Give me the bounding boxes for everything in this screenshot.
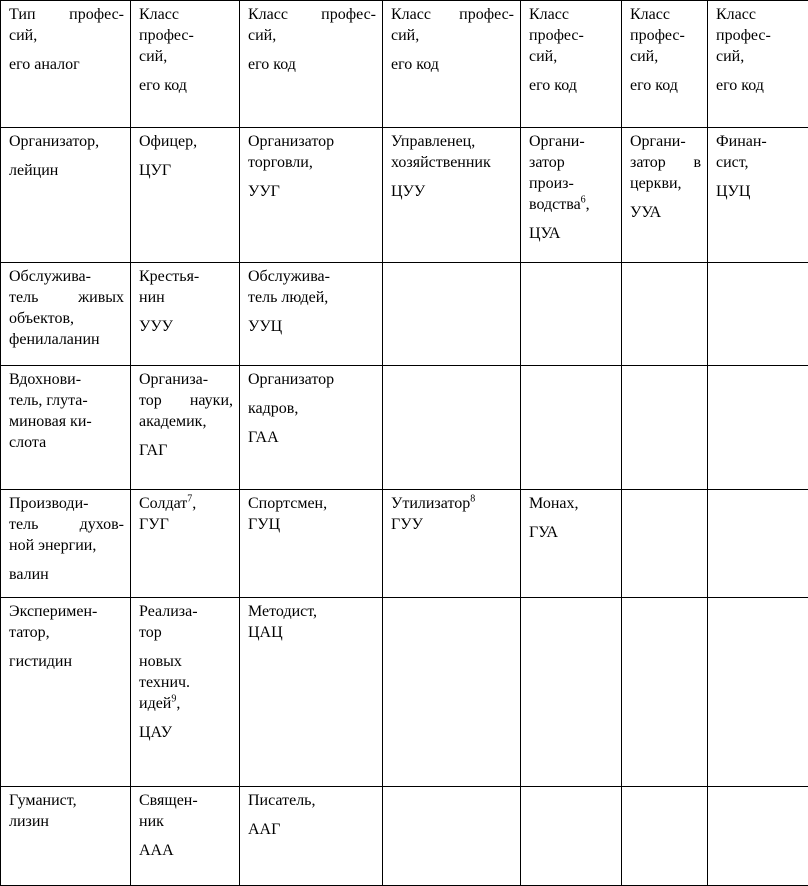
line-gap xyxy=(9,643,124,651)
cell-text: профес- xyxy=(630,27,685,44)
profession-class-cell xyxy=(240,787,383,886)
cell-text-line xyxy=(716,131,802,152)
profession-class-cell xyxy=(622,128,708,263)
cell-text-line xyxy=(248,819,376,840)
cell-text: профес- xyxy=(716,27,771,44)
table-row xyxy=(1,366,808,490)
cell-text: тор xyxy=(139,624,162,641)
line-gap xyxy=(391,46,514,54)
cell-text-line xyxy=(139,722,233,743)
profession-type-cell xyxy=(1,490,131,598)
line-gap xyxy=(248,390,376,398)
line-gap xyxy=(716,67,802,75)
line-gap xyxy=(9,556,124,564)
cell-text-line xyxy=(9,131,124,152)
header-row xyxy=(1,1,808,128)
profession-class-cell xyxy=(708,128,808,263)
cell-text: Офицер, xyxy=(139,133,197,150)
cell-text: Органи- xyxy=(529,133,585,150)
cell-text-line xyxy=(248,427,376,448)
line-gap xyxy=(248,308,376,316)
profession-class-cell xyxy=(622,366,708,490)
cell-text-line xyxy=(391,514,514,535)
profession-class-cell xyxy=(521,787,622,886)
cell-text-line xyxy=(716,46,802,67)
profession-class-cell xyxy=(708,263,808,366)
cell-text-line xyxy=(391,131,514,152)
table-row xyxy=(1,490,808,598)
cell-text: ной энергии, xyxy=(9,537,96,554)
cell-text-line xyxy=(529,25,615,46)
cell-text: ЦУЦ xyxy=(716,183,750,200)
cell-text-line xyxy=(630,75,701,96)
cell-text: его аналог xyxy=(9,56,80,73)
line-gap xyxy=(9,46,124,54)
cell-text-line xyxy=(248,181,376,202)
profession-class-cell xyxy=(708,598,808,787)
table-row xyxy=(1,128,808,263)
cell-text-line xyxy=(139,622,233,643)
cell-text-line xyxy=(630,173,701,194)
line-gap xyxy=(391,173,514,181)
cell-text-line xyxy=(248,287,376,308)
cell-text: идей xyxy=(139,695,171,712)
cell-text: УУА xyxy=(630,204,661,221)
cell-text: его код xyxy=(630,77,678,94)
profession-class-cell xyxy=(131,787,240,886)
profession-class-cell xyxy=(521,490,622,598)
cell-text: ник xyxy=(139,813,164,830)
profession-class-cell xyxy=(708,787,808,886)
cell-text-line xyxy=(248,398,376,419)
cell-text: сий, xyxy=(139,48,167,65)
cell-text: ЦУУ xyxy=(391,183,425,200)
cell-text: его код xyxy=(391,56,439,73)
cell-text: Класс xyxy=(139,6,179,23)
cell-text: Методист, xyxy=(248,603,317,620)
line-gap xyxy=(529,215,615,223)
cell-text-line xyxy=(529,4,615,25)
cell-text-line xyxy=(139,514,233,535)
cell-text: миновая ки- xyxy=(9,413,92,430)
cell-text: Монах, xyxy=(529,495,579,512)
cell-text: Эксперимен- xyxy=(9,603,97,620)
cell-text-line xyxy=(139,790,233,811)
cell-text: валин xyxy=(9,566,49,583)
cell-text: Организатор, xyxy=(9,133,99,150)
line-gap xyxy=(630,194,701,202)
cell-text-line xyxy=(716,4,802,25)
cell-text-line xyxy=(139,411,233,432)
cell-text-line xyxy=(248,25,376,46)
cell-text: торговли, xyxy=(248,154,313,171)
cell-text-line xyxy=(139,811,233,832)
punctuation: , xyxy=(586,196,590,213)
cell-text: Реализа- xyxy=(139,603,198,620)
profession-class-cell xyxy=(521,366,622,490)
cell-text-line xyxy=(9,651,124,672)
cell-text: сий, xyxy=(248,27,276,44)
cell-text-line xyxy=(248,131,376,152)
table-row xyxy=(1,598,808,787)
cell-text: Солдат xyxy=(139,495,187,512)
cell-text: ААГ xyxy=(248,821,280,838)
line-gap xyxy=(630,67,701,75)
line-gap xyxy=(139,643,233,651)
cell-text: Обслужива- xyxy=(9,268,91,285)
cell-text-line xyxy=(716,152,802,173)
cell-text: церкви, xyxy=(630,175,682,192)
cell-text: его код xyxy=(248,56,296,73)
cell-text: кадров, xyxy=(248,400,298,417)
cell-text-line xyxy=(9,25,124,46)
cell-text-line xyxy=(139,390,233,411)
cell-text-line xyxy=(9,329,124,350)
cell-text-line xyxy=(248,493,376,514)
profession-class-cell xyxy=(131,366,240,490)
cell-text: фенилаланин xyxy=(9,331,100,348)
cell-text: слота xyxy=(9,434,46,451)
cell-text-line xyxy=(9,601,124,622)
cell-text: УУГ xyxy=(248,183,280,200)
cell-text-line xyxy=(630,152,701,173)
header-cell-class xyxy=(240,1,383,128)
cell-text: сий, xyxy=(9,27,37,44)
cell-text: сист, xyxy=(716,154,749,171)
cell-text-line xyxy=(248,514,376,535)
profession-type-cell xyxy=(1,787,131,886)
cell-text-line xyxy=(139,131,233,152)
footnote-marker: 6 xyxy=(581,195,586,206)
cell-text: ЦАЦ xyxy=(248,624,283,641)
cell-text: водства xyxy=(529,196,581,213)
cell-text: гистидин xyxy=(9,653,72,670)
cell-text: Обслужива- xyxy=(248,268,330,285)
profession-class-cell xyxy=(240,366,383,490)
header-cell-class xyxy=(383,1,521,128)
profession-class-cell xyxy=(622,263,708,366)
cell-text: Класс xyxy=(716,6,756,23)
cell-text-line xyxy=(391,4,514,25)
cell-text: академик, xyxy=(139,413,206,430)
cell-text: тор науки, xyxy=(139,392,233,409)
cell-text-line xyxy=(248,790,376,811)
cell-text-line xyxy=(9,514,124,535)
cell-text-line xyxy=(9,790,124,811)
line-gap xyxy=(248,173,376,181)
cell-text: Организатор xyxy=(248,133,334,150)
cell-text-line xyxy=(9,308,124,329)
cell-text: ГУЦ xyxy=(248,516,280,533)
cell-text-line xyxy=(630,202,701,223)
cell-text-line xyxy=(529,194,615,215)
cell-text: ГУА xyxy=(529,524,558,541)
profession-class-cell xyxy=(131,490,240,598)
profession-class-cell xyxy=(383,366,521,490)
line-gap xyxy=(139,432,233,440)
cell-text-line xyxy=(630,46,701,67)
cell-text: профес- xyxy=(529,27,584,44)
cell-text: Класс профес- xyxy=(391,6,514,23)
cell-text: ЦАУ xyxy=(139,724,172,741)
header-cell-class xyxy=(708,1,808,128)
cell-text-line xyxy=(529,152,615,173)
cell-text-line xyxy=(716,25,802,46)
cell-text: сий, xyxy=(630,48,658,65)
profession-class-cell xyxy=(708,366,808,490)
cell-text-line xyxy=(248,601,376,622)
cell-text-line xyxy=(529,223,615,244)
line-gap xyxy=(716,173,802,181)
cell-text-line xyxy=(9,160,124,181)
cell-text-line xyxy=(391,152,514,173)
cell-text-line xyxy=(391,54,514,75)
profession-class-cell xyxy=(383,128,521,263)
cell-text-line xyxy=(9,811,124,832)
profession-class-cell xyxy=(383,787,521,886)
cell-text: нин xyxy=(139,289,165,306)
cell-text: его код xyxy=(529,77,577,94)
footnote-marker: 8 xyxy=(470,494,475,505)
profession-class-cell xyxy=(622,787,708,886)
cell-text-line xyxy=(248,54,376,75)
cell-text-line xyxy=(139,493,233,514)
line-gap xyxy=(529,514,615,522)
cell-text: Спортсмен, xyxy=(248,495,327,512)
cell-text-line xyxy=(139,287,233,308)
cell-text-line xyxy=(248,4,376,25)
cell-text-line xyxy=(716,181,802,202)
cell-text: Управленец, xyxy=(391,133,475,150)
cell-text-line xyxy=(139,160,233,181)
table-row xyxy=(1,787,808,886)
cell-text: сий, xyxy=(716,48,744,65)
cell-text: его код xyxy=(716,77,764,94)
cell-text: технич. xyxy=(139,674,190,691)
line-gap xyxy=(139,714,233,722)
cell-text-line xyxy=(9,4,124,25)
cell-text: ГАА xyxy=(248,429,279,446)
cell-text: Организа- xyxy=(139,371,208,388)
line-gap xyxy=(248,46,376,54)
cell-text-line xyxy=(139,46,233,67)
cell-text-line xyxy=(139,25,233,46)
cell-text: ЦУГ xyxy=(139,162,171,179)
profession-type-cell xyxy=(1,263,131,366)
cell-text: тель духов- xyxy=(9,516,124,533)
cell-text: затор xyxy=(529,154,565,171)
cell-text-line xyxy=(716,75,802,96)
profession-class-cell xyxy=(131,263,240,366)
profession-class-cell xyxy=(383,490,521,598)
profession-class-cell xyxy=(622,490,708,598)
cell-text: УУЦ xyxy=(248,318,282,335)
cell-text: Гуманист, xyxy=(9,792,77,809)
cell-text-line xyxy=(139,75,233,96)
cell-text-line xyxy=(248,316,376,337)
cell-text-line xyxy=(630,25,701,46)
cell-text: профес- xyxy=(139,27,194,44)
cell-text: лизин xyxy=(9,813,49,830)
cell-text: Вдохнови- xyxy=(9,371,81,388)
profession-type-cell xyxy=(1,366,131,490)
cell-text: затор в xyxy=(630,154,701,171)
cell-text: тель живых xyxy=(9,289,124,306)
cell-text: Утилизатор xyxy=(391,495,470,512)
cell-text-line xyxy=(248,266,376,287)
cell-text: хозяйственник xyxy=(391,154,491,171)
profession-class-cell xyxy=(383,263,521,366)
cell-text-line xyxy=(391,25,514,46)
cell-text: татор, xyxy=(9,624,50,641)
cell-text: Организатор xyxy=(248,371,334,388)
cell-text: Священ- xyxy=(139,792,198,809)
footnote-marker: 7 xyxy=(187,494,192,505)
line-gap xyxy=(248,419,376,427)
cell-text-line xyxy=(139,316,233,337)
cell-text: ААА xyxy=(139,842,174,859)
profession-class-cell xyxy=(240,490,383,598)
cell-text-line xyxy=(248,622,376,643)
header-cell-class xyxy=(521,1,622,128)
cell-text-line xyxy=(139,266,233,287)
cell-text-line xyxy=(529,493,615,514)
cell-text: новых xyxy=(139,653,182,670)
profession-class-cell xyxy=(383,598,521,787)
cell-text: объектов, xyxy=(9,310,74,327)
line-gap xyxy=(248,811,376,819)
cell-text: произ- xyxy=(529,175,574,192)
profession-class-cell xyxy=(521,263,622,366)
cell-text: ЦУА xyxy=(529,225,560,242)
profession-class-cell xyxy=(240,598,383,787)
cell-text: Тип профес- xyxy=(9,6,124,23)
cell-text-line xyxy=(529,75,615,96)
cell-text-line xyxy=(529,46,615,67)
cell-text-line xyxy=(9,411,124,432)
line-gap xyxy=(529,67,615,75)
profession-class-cell xyxy=(240,128,383,263)
cell-text: ГАГ xyxy=(139,442,167,459)
cell-text-line xyxy=(139,601,233,622)
cell-text: Крестья- xyxy=(139,268,199,285)
cell-text: сий, xyxy=(391,27,419,44)
cell-text: тель, глута- xyxy=(9,392,88,409)
cell-text-line xyxy=(391,493,514,514)
line-gap xyxy=(139,152,233,160)
profession-class-cell xyxy=(240,263,383,366)
header-cell-class xyxy=(622,1,708,128)
cell-text: Писатель, xyxy=(248,792,315,809)
punctuation: , xyxy=(192,495,196,512)
profession-class-cell xyxy=(131,598,240,787)
profession-type-cell xyxy=(1,598,131,787)
line-gap xyxy=(139,832,233,840)
cell-text: Класс профес- xyxy=(248,6,376,23)
profession-class-cell xyxy=(521,598,622,787)
cell-text-line xyxy=(9,287,124,308)
cell-text-line xyxy=(529,522,615,543)
cell-text: Финан- xyxy=(716,133,767,150)
cell-text-line xyxy=(9,432,124,453)
profession-class-cell xyxy=(521,128,622,263)
cell-text-line xyxy=(139,651,233,672)
cell-text-line xyxy=(630,131,701,152)
cell-text-line xyxy=(248,369,376,390)
cell-text-line xyxy=(9,493,124,514)
cell-text: Класс xyxy=(630,6,670,23)
cell-text: его код xyxy=(139,77,187,94)
footnote-marker: 9 xyxy=(171,694,176,705)
cell-text-line xyxy=(139,693,233,714)
cell-text: Органи- xyxy=(630,133,686,150)
cell-text-line xyxy=(139,4,233,25)
cell-text-line xyxy=(9,390,124,411)
profession-class-cell xyxy=(708,490,808,598)
profession-type-cell xyxy=(1,128,131,263)
header-cell-class xyxy=(131,1,240,128)
cell-text-line xyxy=(529,173,615,194)
header-cell-type xyxy=(1,1,131,128)
cell-text-line xyxy=(139,369,233,390)
line-gap xyxy=(9,152,124,160)
cell-text: лейцин xyxy=(9,162,58,179)
line-gap xyxy=(139,308,233,316)
cell-text: ГУГ xyxy=(139,516,169,533)
cell-text-line xyxy=(9,369,124,390)
cell-text-line xyxy=(9,535,124,556)
cell-text-line xyxy=(391,181,514,202)
cell-text: Производи- xyxy=(9,495,88,512)
cell-text-line xyxy=(9,564,124,585)
profession-class-cell xyxy=(622,598,708,787)
cell-text: УУУ xyxy=(139,318,173,335)
cell-text: тель людей, xyxy=(248,289,328,306)
table-row xyxy=(1,263,808,366)
cell-text: ГУУ xyxy=(391,516,423,533)
cell-text-line xyxy=(9,54,124,75)
punctuation: , xyxy=(176,695,180,712)
cell-text-line xyxy=(630,4,701,25)
cell-text-line xyxy=(139,672,233,693)
cell-text-line xyxy=(9,622,124,643)
cell-text: сий, xyxy=(529,48,557,65)
cell-text-line xyxy=(9,266,124,287)
line-gap xyxy=(139,67,233,75)
cell-text-line xyxy=(139,440,233,461)
profession-class-cell xyxy=(131,128,240,263)
cell-text-line xyxy=(248,152,376,173)
cell-text-line xyxy=(139,840,233,861)
cell-text-line xyxy=(529,131,615,152)
cell-text: Класс xyxy=(529,6,569,23)
